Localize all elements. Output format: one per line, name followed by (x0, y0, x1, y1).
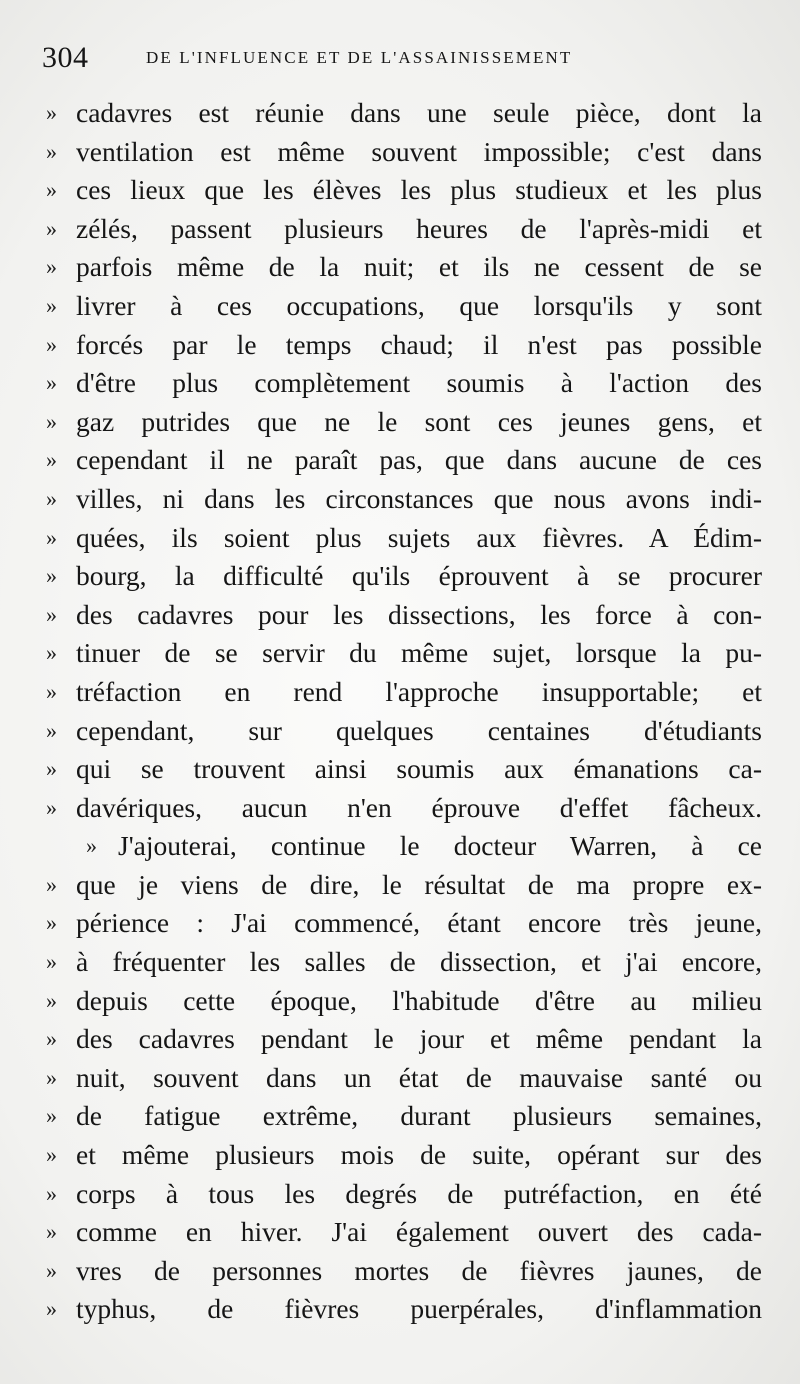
line-text: périence : J'ai commencé, étant encore très jeune, (76, 907, 762, 939)
text-line (46, 982, 764, 1021)
quote-mark: » (86, 833, 97, 859)
text-line (46, 1020, 764, 1059)
text-line (46, 94, 764, 133)
text-line (46, 1136, 764, 1175)
quote-mark: » (46, 756, 57, 782)
quote-mark: » (46, 563, 57, 589)
line-text: tinuer de se servir du même sujet, lorsque la pu- (76, 637, 762, 669)
line-text: tréfaction en rend l'approche insupportable; et (76, 675, 762, 707)
quote-mark: » (46, 1142, 57, 1168)
quote-mark: » (46, 871, 57, 897)
line-text: d'être plus complètement soumis à l'action des (76, 367, 762, 399)
quote-mark: » (46, 987, 57, 1013)
line-text: villes, ni dans les circonstances que nous avons indi- (76, 482, 762, 514)
text-line (46, 1252, 764, 1291)
page-header (42, 40, 762, 76)
quote-mark: » (46, 177, 57, 203)
text-line (46, 634, 764, 673)
quote-mark: » (46, 215, 57, 241)
quote-mark: » (46, 100, 57, 125)
text-line (46, 904, 764, 943)
line-text: ces lieux que les élèves les plus studieux et les plus (76, 174, 762, 206)
quote-mark: » (46, 138, 57, 164)
quote-mark: » (46, 370, 57, 396)
line-text: parfois même de la nuit; et ils ne cessent de se (76, 251, 762, 283)
text-line (46, 789, 764, 828)
quote-mark: » (46, 408, 57, 434)
text-line (46, 364, 764, 403)
line-text: que je viens de dire, le résultat de ma propre ex- (76, 868, 762, 900)
line-text: bourg, la difficulté qu'ils éprouvent à se procurer (76, 560, 762, 592)
line-text: comme en hiver. J'ai également ouvert des cada- (76, 1216, 762, 1248)
quote-mark: » (46, 1219, 57, 1245)
line-text: vres de personnes mortes de fièvres jaunes, de (76, 1254, 762, 1286)
quote-mark: » (46, 678, 57, 704)
text-line (46, 287, 764, 326)
quote-mark: » (46, 1180, 57, 1206)
line-text: typhus, de fièvres puerpérales, d'inflammation (76, 1293, 762, 1325)
text-line (46, 750, 764, 789)
text-line (46, 133, 764, 172)
quote-mark: » (46, 1296, 57, 1322)
line-text: cependant, sur quelques centaines d'étudiants (76, 714, 762, 746)
line-text: des cadavres pendant le jour et même pendant la (76, 1023, 762, 1055)
line-text: cependant il ne paraît pas, que dans aucune de ces (76, 444, 762, 476)
quote-mark: » (46, 447, 57, 473)
quote-mark: » (46, 524, 57, 550)
quote-mark: » (46, 794, 57, 820)
line-text: nuit, souvent dans un état de mauvaise santé ou (76, 1061, 762, 1093)
text-line (46, 712, 764, 751)
text-line (46, 827, 764, 866)
line-text: ventilation est même souvent impossible; c'est dans (76, 135, 762, 167)
text-line (46, 480, 764, 519)
quote-mark: » (46, 254, 57, 280)
text-line (46, 1175, 764, 1214)
line-text: davériques, aucun n'en éprouve d'effet fâcheux. (76, 791, 762, 823)
quote-mark: » (46, 949, 57, 975)
text-line (46, 403, 764, 442)
text-line (46, 557, 764, 596)
text-line (46, 210, 764, 249)
line-text: quées, ils soient plus sujets aux fièvres. A Édim- (76, 521, 762, 553)
text-line (46, 248, 764, 287)
page-number: 304 (42, 41, 89, 74)
text-line (46, 1213, 764, 1252)
quote-mark: » (46, 1257, 57, 1283)
line-text: des cadavres pour les dissections, les force à con- (76, 598, 762, 630)
line-text: corps à tous les degrés de putréfaction, en été (76, 1177, 762, 1209)
line-text: gaz putrides que ne le sont ces jeunes gens, et (76, 405, 762, 437)
line-text: zélés, passent plusieurs heures de l'après-midi et (76, 212, 762, 244)
quote-mark: » (46, 1064, 57, 1090)
line-text: forcés par le temps chaud; il n'est pas possible (76, 328, 762, 360)
line-text: qui se trouvent ainsi soumis aux émanations ca- (76, 753, 762, 785)
line-text: à fréquenter les salles de dissection, et j'ai encore, (76, 946, 762, 978)
text-line (46, 673, 764, 712)
text-line (46, 326, 764, 365)
quote-mark: » (46, 331, 57, 357)
quote-mark: » (46, 640, 57, 666)
line-text: et même plusieurs mois de suite, opérant sur des (76, 1139, 762, 1171)
text-line (46, 1059, 764, 1098)
text-line (46, 1097, 764, 1136)
line-text: de fatigue extrême, durant plusieurs semaines, (76, 1100, 762, 1132)
text-line (46, 441, 764, 480)
quote-mark: » (46, 1026, 57, 1052)
quote-mark: » (46, 485, 57, 511)
body-text (46, 94, 764, 1329)
quote-mark: » (46, 292, 57, 318)
line-text: cadavres est réunie dans une seule pièce, dont la (76, 97, 762, 128)
quote-mark: » (46, 1103, 57, 1129)
text-line (46, 866, 764, 905)
line-text: livrer à ces occupations, que lorsqu'ils y sont (76, 289, 762, 321)
text-line (46, 171, 764, 210)
running-title: DE L'INFLUENCE ET DE L'ASSAINISSEMENT (146, 48, 573, 67)
quote-mark: » (46, 717, 57, 743)
text-line (46, 519, 764, 558)
text-line (46, 1290, 764, 1329)
line-text: depuis cette époque, l'habitude d'être au milieu (76, 984, 762, 1016)
text-line (46, 943, 764, 982)
line-text: J'ajouterai, continue le docteur Warren, à ce (118, 830, 762, 862)
quote-mark: » (46, 910, 57, 936)
text-line (46, 596, 764, 635)
quote-mark: » (46, 601, 57, 627)
